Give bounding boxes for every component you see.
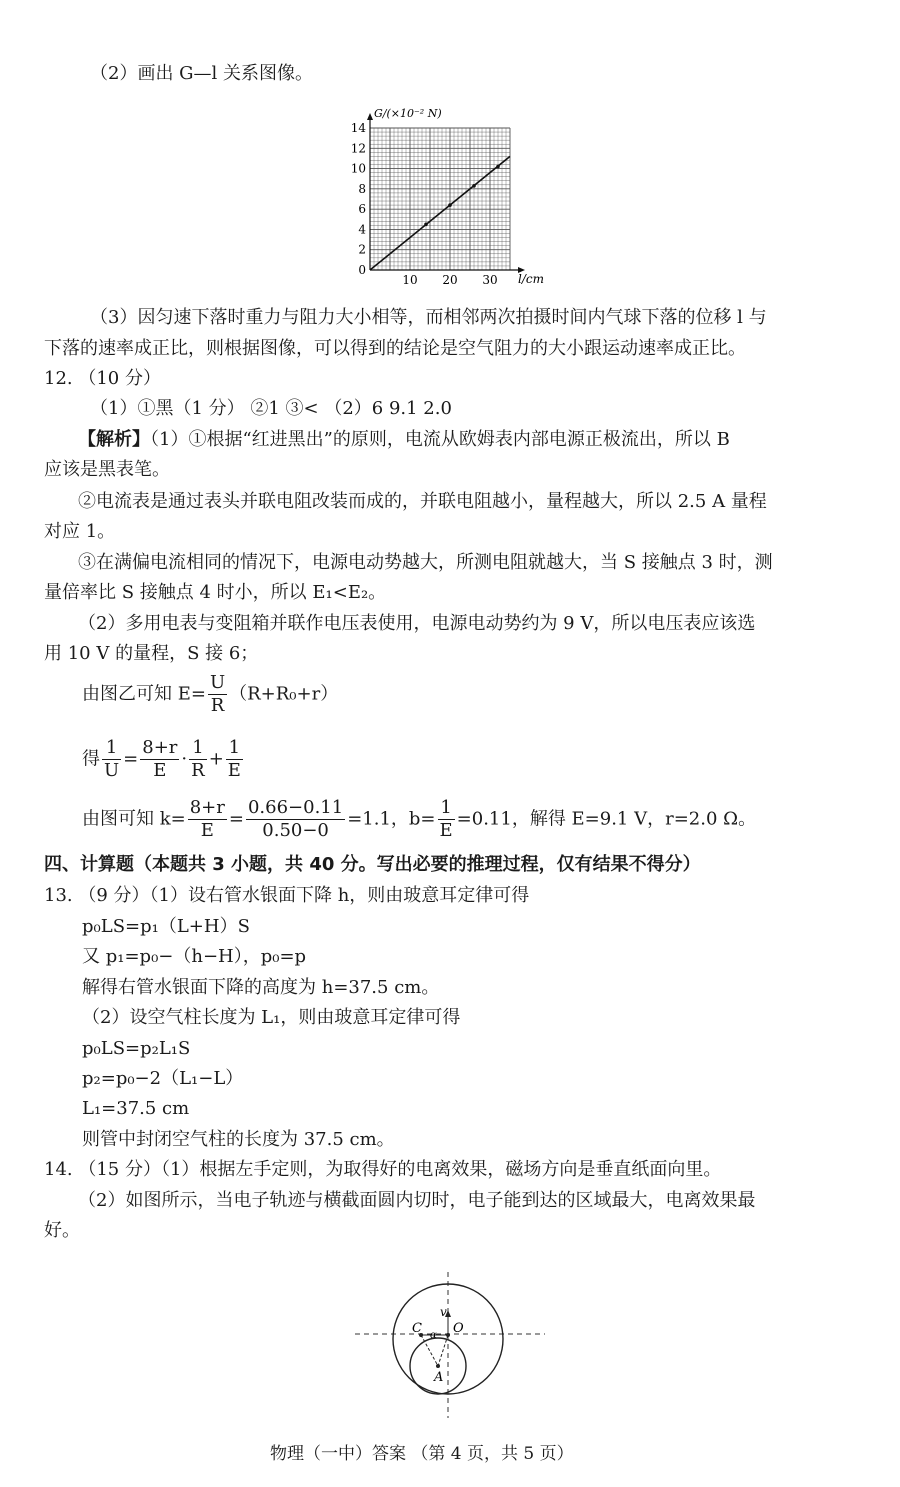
q13-line5: （2）设空气柱长度为 L₁，则由玻意耳定律可得 — [82, 1007, 461, 1028]
equation-2: 得 $\frac{1}{U}$ = $\frac{8+r}{E}$ · $\frac{1}{R}$ + $\frac{1}{E}$ — [82, 737, 241, 781]
q12-analysis-p2b: 对应 1。 — [44, 521, 116, 542]
eq3-prefix: 由图可知 k= — [82, 808, 186, 830]
data-point — [472, 184, 476, 188]
eq3-fraction-1: $\frac{8+r}{E}$ — [189, 797, 225, 841]
eq2-prefix: 得 — [82, 748, 100, 770]
eq1-fraction — [208, 672, 227, 717]
q11-part3-line1: （3）因匀速下落时重力与阻力大小相等，而相邻两次拍摄时间内气球下落的位移 l 与 — [90, 307, 767, 328]
eq2-fraction-2: $\frac{8+r}{E}$ — [142, 737, 178, 781]
point-A — [436, 1364, 440, 1368]
data-point — [424, 223, 428, 227]
analysis-label: 【解析】 — [78, 429, 150, 450]
q12-analysis-p2a: ②电流表是通过表头并联电阻改装而成的，并联电阻越小，量程越大，所以 2.5 A 量程 — [78, 491, 767, 512]
q12-header: 12. （10 分） — [44, 368, 161, 389]
eq2-fraction-1: $\frac{1}{U}$ — [104, 737, 120, 781]
q14-line3: 好。 — [44, 1220, 80, 1241]
label-C: C — [412, 1321, 422, 1336]
label-v: v — [440, 1305, 447, 1319]
equation-3: 由图可知 k= $\frac{8+r}{E}$ = $\frac{0.66-0.11}{0.50-0}$ =1.1，b= $\frac{1}{E}$ =0.11，解得 E=9.1 V，r=2.0 Ω。 — [82, 797, 757, 841]
q13-line7: p₂=p₀−2（L₁−L） — [82, 1068, 244, 1089]
section-4-title: 四、计算题（本题共 3 小题，共 40 分。写出必要的推理过程，仅有结果不得分） — [44, 854, 701, 875]
q12-analysis-p1a — [78, 428, 730, 452]
q14-line1: 14. （15 分）（1）根据左手定则，为取得好的电离效果，磁场方向是垂直纸面向里。 — [44, 1159, 722, 1180]
eq1-denominator: R — [210, 695, 225, 716]
y-tick-label: 6 — [358, 202, 366, 217]
q12-analysis-p1b: 应该是黑表笔。 — [44, 459, 170, 480]
data-point — [448, 203, 452, 207]
q13-line6: p₀LS=p₂L₁S — [82, 1038, 191, 1059]
y-tick-label: 0 — [358, 263, 366, 277]
y-tick-label: 12 — [350, 141, 366, 156]
chart-y-axis-label: G/(×10⁻² N) — [374, 107, 442, 120]
q13-line4: 解得右管水银面下降的高度为 h=37.5 cm。 — [82, 977, 440, 998]
chart-x-axis-label: l/cm — [518, 272, 544, 286]
y-tick-label: 4 — [358, 222, 366, 237]
label-A: A — [434, 1370, 444, 1385]
label-alpha: α — [430, 1330, 437, 1341]
q12-analysis-p4b: 用 10 V 的量程，S 接 6； — [44, 643, 259, 664]
eq1-prefix: 由图乙可知 E= — [82, 683, 206, 705]
q11-part3-line2: 下落的速率成正比，则根据图像，可以得到的结论是空气阻力的大小跟运动速率成正比。 — [44, 338, 746, 359]
q11-part2-title: （2）画出 G—l 关系图像。 — [90, 63, 314, 84]
g-l-chart — [340, 100, 560, 290]
analysis-text: （1）①根据“红进黑出”的原则，电流从欧姆表内部电源正极流出，所以 B — [150, 429, 730, 450]
eq3-fraction-3: $\frac{1}{E}$ — [439, 797, 453, 841]
data-point — [496, 165, 500, 169]
q13-line3: 又 p₁=p₀−（h−H），p₀=p — [82, 946, 307, 967]
point-O — [446, 1333, 450, 1337]
eq3-fraction-2: $\frac{0.66-0.11}{0.50-0}$ — [247, 797, 344, 841]
y-tick-label: 8 — [358, 181, 366, 196]
q12-answer: （1）①黑（1 分） ②1 ③< （2）6 9.1 2.0 — [90, 398, 452, 419]
y-tick-label: 14 — [350, 121, 366, 135]
equation-1 — [82, 672, 338, 717]
eq2-fraction-3: $\frac{1}{R}$ — [191, 737, 205, 781]
y-axis-arrow — [367, 113, 373, 120]
q13-line8: L₁=37.5 cm — [82, 1098, 190, 1119]
label-O: O — [453, 1321, 464, 1336]
x-tick-label: 10 — [402, 273, 418, 287]
q14-line2: （2）如图所示，当电子轨迹与横截面圆内切时，电子能到达的区域最大，电离效果最 — [78, 1190, 756, 1211]
circle-diagram — [355, 1272, 545, 1422]
q12-analysis-p4a: （2）多用电表与变阻箱并联作电压表使用，电源电动势约为 9 V，所以电压表应该选 — [78, 613, 756, 634]
q13-line2: p₀LS=p₁（L+H）S — [82, 916, 250, 937]
eq2-fraction-4: $\frac{1}{E}$ — [227, 737, 241, 781]
page-footer: 物理（一中）答案 （第 4 页，共 5 页） — [270, 1444, 574, 1464]
y-tick-label: 2 — [358, 242, 366, 257]
eq1-suffix: （R+R₀+r） — [229, 683, 339, 705]
y-tick-label: 10 — [350, 161, 366, 176]
q13-line9: 则管中封闭空气柱的长度为 37.5 cm。 — [82, 1129, 395, 1150]
q13-line1: 13. （9 分）（1）设右管水银面下降 h，则由玻意耳定律可得 — [44, 885, 530, 906]
eq1-numerator: U — [209, 672, 226, 693]
x-tick-label: 30 — [482, 273, 498, 287]
x-tick-label: 20 — [442, 273, 458, 287]
q12-analysis-p3a: ③在满偏电流相同的情况下，电源电动势越大，所测电阻就越大，当 S 接触点 3 时，测 — [78, 552, 773, 573]
q12-analysis-p3b: 量倍率比 S 接触点 4 时小，所以 E₁<E₂。 — [44, 582, 387, 603]
